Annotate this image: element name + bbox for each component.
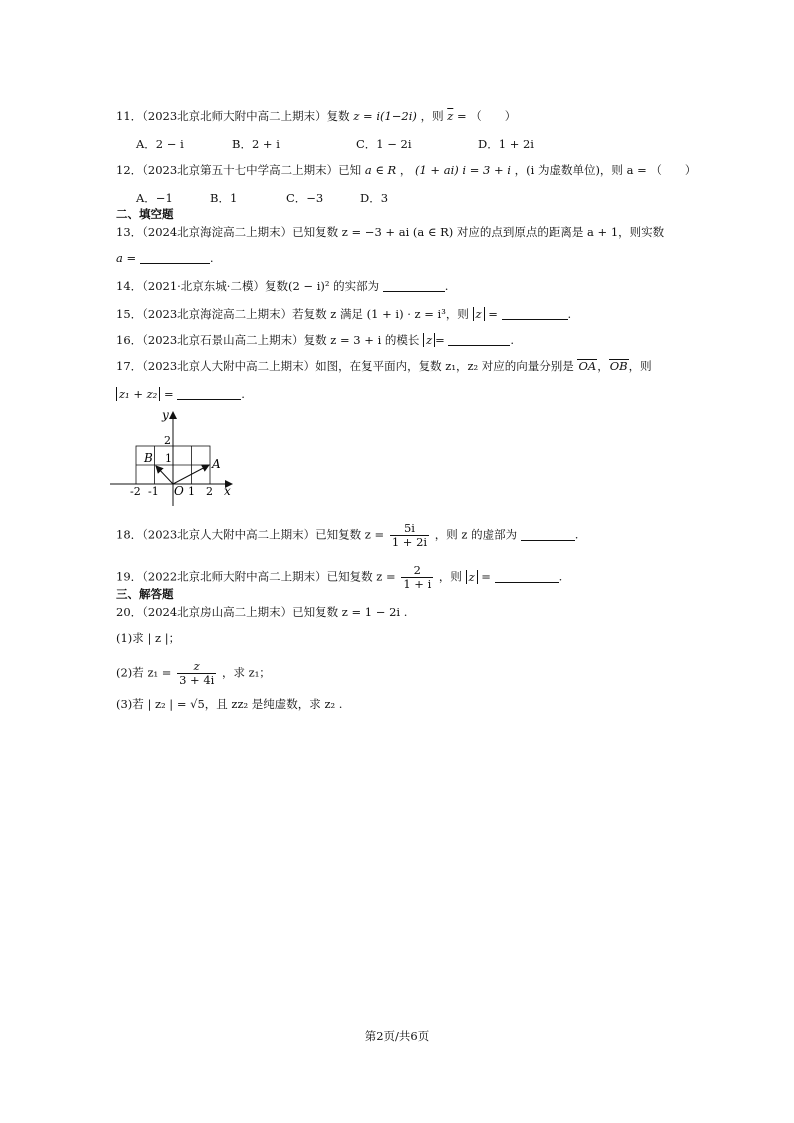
question-17-line2 xyxy=(116,386,245,402)
tick-x-neg2: -2 xyxy=(130,485,141,498)
q13-a-eq: a = xyxy=(116,251,137,265)
q12-mid: ， xyxy=(399,163,412,177)
q16-answer-blank[interactable] xyxy=(448,333,510,346)
q20-denominator: 3 + 4i xyxy=(179,673,215,687)
q15-answer-blank[interactable] xyxy=(502,307,568,320)
q18-answer-blank[interactable] xyxy=(521,528,575,541)
q15-text: 15．（2023北京海淀高二上期末）若复数 z 满足 (1 + i) · z = i³，则 xyxy=(116,307,469,321)
q12-option-d: D．3 xyxy=(360,191,389,205)
q17-vector-oa: OA xyxy=(578,359,597,373)
page-footer: 第2页/共6页 xyxy=(364,1029,430,1043)
q15-abs-z: z xyxy=(473,307,485,321)
q17-vector-ob: OB xyxy=(609,359,628,373)
q19-mid: ，则 xyxy=(438,569,462,584)
question-13: 13．（2024北京海淀高二上期末）已知复数 z = −3 + ai (a ∈ R) 对应的点到原点的距离是 a + 1，则实数 xyxy=(116,225,665,239)
question-20-part-1: (1)求 | z |； xyxy=(116,631,181,645)
q11-option-a: A．2 − i xyxy=(136,137,184,151)
tick-y-1: 1 xyxy=(165,452,172,465)
q20-numerator: z xyxy=(177,660,216,674)
q12-end: ，(i 为虚数单位)，则 a = （ ） xyxy=(514,163,697,177)
q17-end: ，则 xyxy=(628,359,652,373)
q16-eq: = xyxy=(435,333,445,347)
axis-label-y: y xyxy=(162,408,169,422)
tick-y-2: 2 xyxy=(164,434,171,447)
point-b-label: B xyxy=(144,451,153,465)
q19-tail: . xyxy=(558,569,563,584)
q11-mid: ，则 xyxy=(420,109,444,123)
q19-numerator: 2 xyxy=(401,564,433,578)
q11-end: = （ ） xyxy=(456,109,517,123)
q20-fraction xyxy=(177,660,216,687)
q19-text: 19．（2022北京北师大附中高二上期末）已知复数 z = xyxy=(116,569,396,584)
q13-answer-blank[interactable] xyxy=(140,251,210,264)
q18-end: ，则 z 的虚部为 xyxy=(434,527,518,542)
q12-expr1: a ∈ R xyxy=(364,163,397,177)
q18-text: 18．（2023北京人大附中高二上期末）已知复数 z = xyxy=(116,527,385,542)
q20-p2-tail: ，求 z₁； xyxy=(221,665,271,680)
question-16 xyxy=(116,332,514,348)
tick-x-2: 2 xyxy=(206,485,213,498)
question-18 xyxy=(116,522,578,549)
q11-option-c: C．1 − 2i xyxy=(356,137,412,151)
q11-expr: z = i(1−2i) xyxy=(353,109,417,123)
q15-eq: = xyxy=(484,307,498,321)
question-20-part-2 xyxy=(116,660,271,687)
q11-zbar: $\overline{z}$ xyxy=(447,109,454,123)
q16-abs-z: z xyxy=(423,333,435,347)
q17-answer-blank[interactable] xyxy=(177,387,241,400)
point-a-label: A xyxy=(212,457,221,471)
q18-numerator: 5i xyxy=(390,522,429,536)
complex-plane-figure xyxy=(108,404,238,508)
question-13-line2: a = . xyxy=(116,251,214,265)
q12-option-c: C．−3 xyxy=(286,191,324,205)
q19-denominator: 1 + i xyxy=(403,577,432,591)
q12-option-a: A．−1 xyxy=(136,191,173,205)
q19-fraction xyxy=(401,564,433,591)
q14-answer-blank[interactable] xyxy=(383,279,445,292)
question-20-part-3: (3)若 | z₂ | = √5，且 zz₂ 是纯虚数，求 z₂ . xyxy=(116,697,343,711)
q16-end: . xyxy=(510,333,515,347)
vector-oa xyxy=(173,465,209,484)
q17-sep: ， xyxy=(597,359,609,373)
q14-end: . xyxy=(444,279,449,293)
question-17 xyxy=(116,358,652,374)
axis-label-x: x xyxy=(224,484,231,498)
question-11 xyxy=(116,108,516,124)
question-15 xyxy=(116,306,571,322)
q20-p2-lead: (2)若 z₁ = xyxy=(116,665,172,680)
q12-option-b: B．1 xyxy=(210,191,238,205)
vector-ob xyxy=(156,466,173,484)
q19-eq: = xyxy=(477,569,491,584)
question-20: 20．（2024北京房山高二上期末）已知复数 z = 1 − 2i . xyxy=(116,605,408,619)
q18-tail: . xyxy=(574,527,579,542)
q15-end: . xyxy=(567,307,572,321)
q19-answer-blank[interactable] xyxy=(495,570,559,583)
q16-text: 16．（2023北京石景山高二上期末）复数 z = 3 + i 的模长 xyxy=(116,333,420,347)
q12-expr2: (1 + ai) i = 3 + i xyxy=(414,163,511,177)
question-14 xyxy=(116,278,448,294)
question-19 xyxy=(116,564,562,591)
q17-text: 17．（2023北京人大附中高二上期末）如图，在复平面内，复数 z₁，z₂ 对应的向量分别是 xyxy=(116,359,574,373)
q17-abs-sum: z₁ + z₂ xyxy=(116,387,160,401)
tick-x-neg1: -1 xyxy=(148,485,159,498)
question-12 xyxy=(116,162,696,178)
q11-option-d: D．1 + 2i xyxy=(478,137,534,151)
q11-source: 11．（2023北京北师大附中高二上期末）复数 xyxy=(116,109,350,123)
q19-abs-z: z xyxy=(466,570,478,584)
q18-fraction xyxy=(390,522,429,549)
q12-source: 12．（2023北京第五十七中学高二上期末）已知 xyxy=(116,163,362,177)
q11-option-b: B．2 + i xyxy=(232,137,280,151)
section-solutions: 三、解答题 xyxy=(116,587,174,601)
q18-denominator: 1 + 2i xyxy=(391,535,428,549)
section-fill-in: 二、填空题 xyxy=(116,207,174,221)
q14-text: 14．（2021·北京东城·二模）复数(2 − i)² 的实部为 xyxy=(116,279,380,293)
origin-label: O xyxy=(174,484,184,498)
q17-line2-end: . xyxy=(241,387,245,401)
tick-x-1: 1 xyxy=(188,485,195,498)
q17-eq: = xyxy=(160,387,174,401)
